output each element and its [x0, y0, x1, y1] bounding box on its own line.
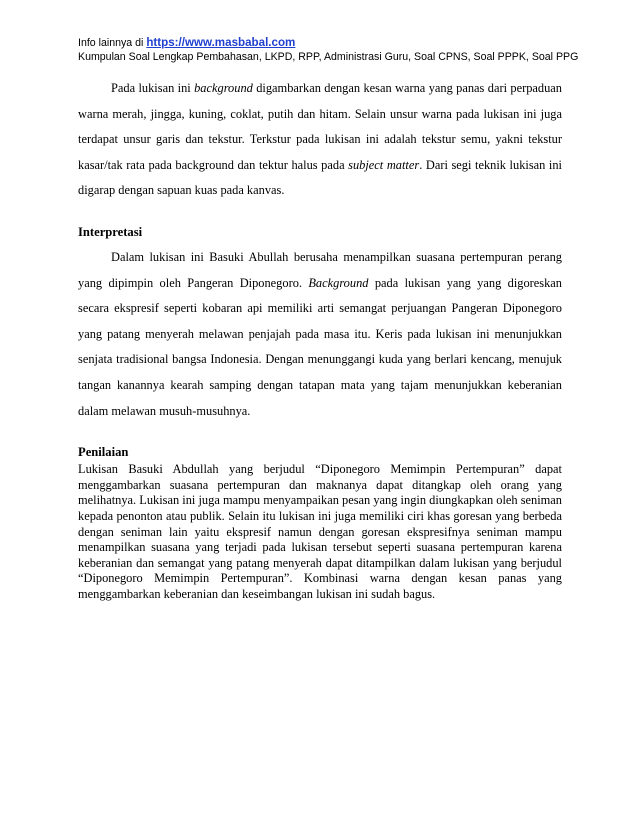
document-body — [78, 76, 562, 602]
website-link[interactable]: https://www.masbabal.com — [146, 36, 296, 49]
header-subtitle: Kumpulan Soal Lengkap Pembahasan, LKPD, RPP, Administrasi Guru, Soal CPNS, Soal PPPK, Soal PPG — [78, 51, 579, 63]
page-header — [78, 36, 578, 64]
paragraph-description: Pada lukisan ini background digambarkan dengan kesan warna yang panas dari perpaduan warna merah, jingga, kuning, coklat, putih dan hitam. Selain unsur warna pada lukisan ini juga terdapat unsur garis dan tekstur. Terkstur pada lukisan ini adalah tekstur semu, yakni tekstur kasar/tak rata pada background dan tektur halus pada subject matter. Dari segi teknik lukisan ini digarap dengan sapuan kuas pada kanvas. — [78, 81, 563, 198]
heading-penilaian: Penilaian — [78, 445, 129, 460]
paragraph-interpretasi: Dalam lukisan ini Basuki Abullah berusaha menampilkan suasana pertempuran perang yang dipimpin oleh Pangeran Diponegoro. Background pada lukisan yang yang digoreskan secara ekspresif seperti kobaran api memiliki arti semangat perjuangan Pangeran Diponegoro yang patang menyerah melawan penjajah pada masa itu. Keris pada lukisan ini menunjukkan senjata tradisional bangsa Indonesia. Dengan menunggangi kuda yang berlari kencang, menujuk tangan kanannya kearah samping dengan tatapan mata yang tajam menunjukkan keberanian dalam melawan musuh-musuhnya. — [78, 249, 562, 418]
header-prefix: Info lainnya di — [78, 37, 147, 49]
header-info-line — [78, 36, 578, 50]
paragraph-penilaian: Lukisan Basuki Abdullah yang berjudul “Diponegoro Memimpin Pertempuran” dapat menggambarkan suasana pertempuran dan maknanya dapat ditangkap oleh orang yang melihatnya. Lukisan ini juga mampu menyampaikan pesan yang ingin diungkapkan oleh seniman kepada penonton atau publik. Selain itu lukisan ini juga memiliki ciri khas goresan yang berbeda dengan seniman lain yaitu ekspresif namun dengan goresan ekspresifnya seniman mampu menampilkan suasana yang terjadi pada lukisan tersebut seperti suasana pertempuran karena keberanian dan semangat yang patang menyerah dapat ditampilkan dalam lukisan yang berjudul “Diponegoro Memimpin Pertempuran”. Kombinasi warna dengan kesan panas yang menggambarkan keberanian dan keseimbangan lukisan ini sudah bagus. — [78, 462, 562, 601]
heading-interpretasi: Interpretasi — [78, 224, 143, 239]
